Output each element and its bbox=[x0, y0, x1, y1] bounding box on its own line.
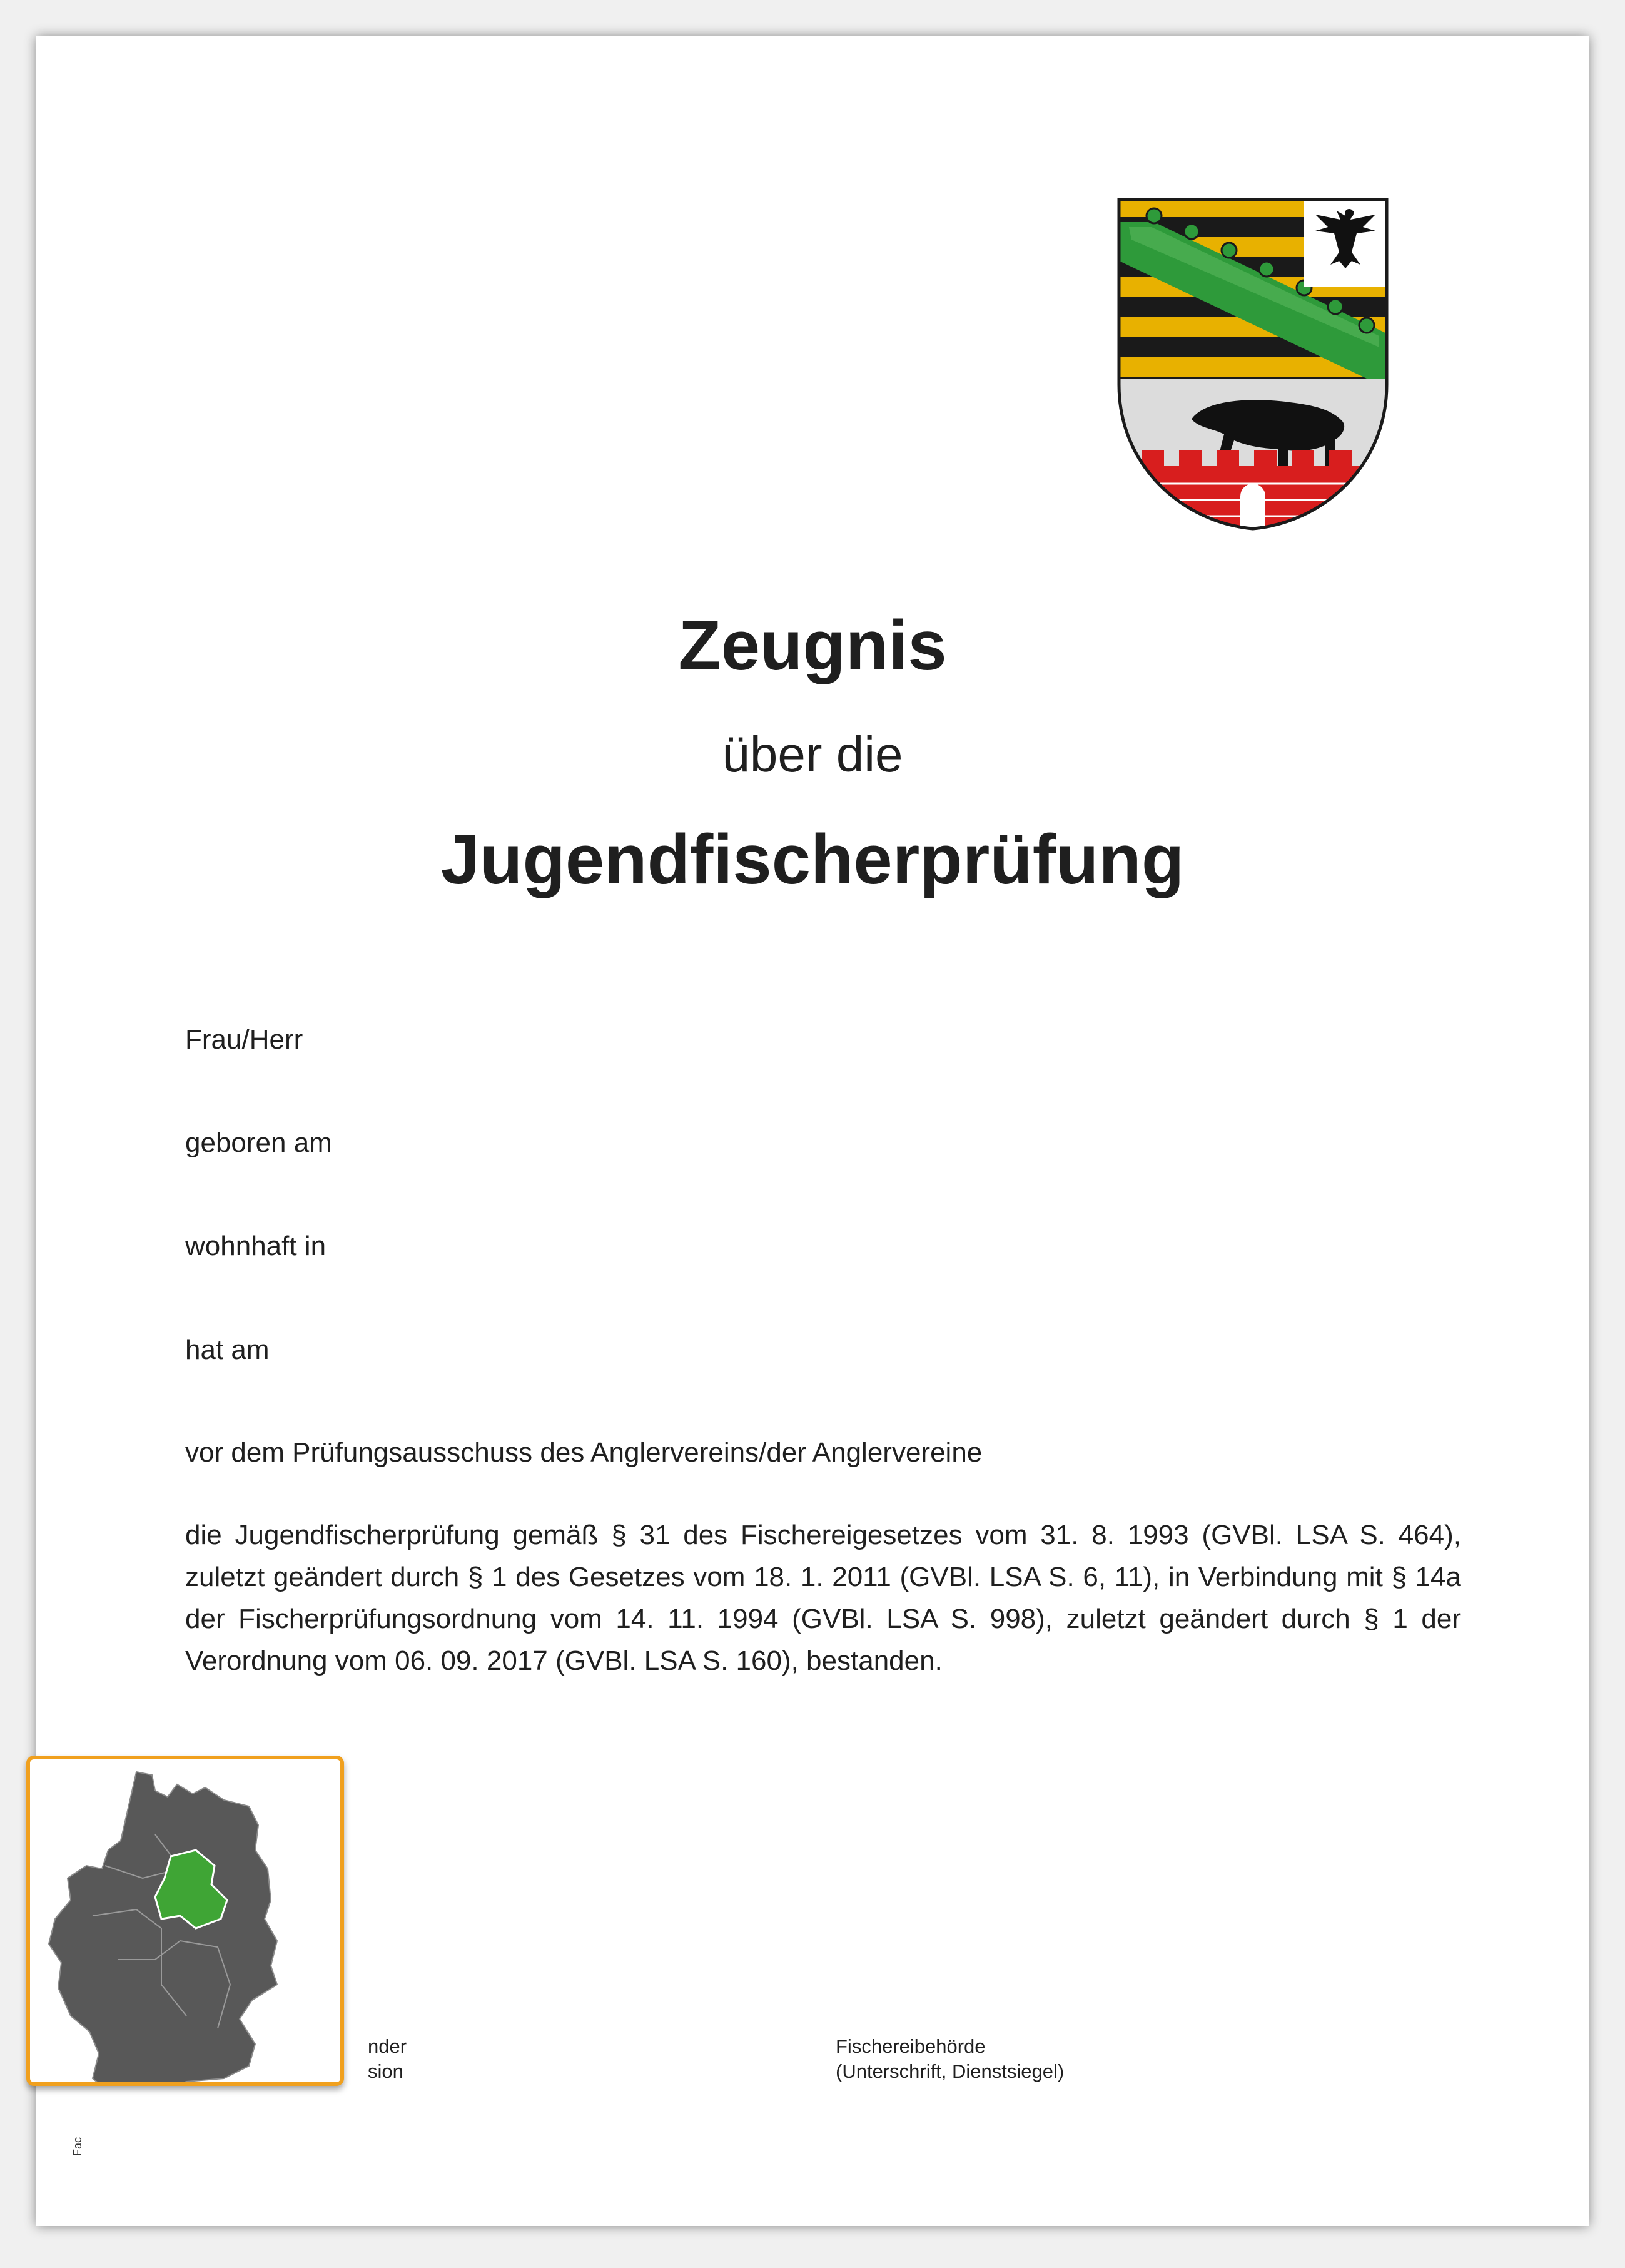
exam-date-label: hat am bbox=[185, 1335, 270, 1365]
germany-map-badge bbox=[26, 1756, 344, 2086]
exam-name: Jugendfischerprüfung bbox=[440, 820, 1185, 898]
residence-label: wohnhaft in bbox=[185, 1231, 327, 1261]
side-note: Fac bbox=[71, 2137, 84, 2156]
signature-left-label bbox=[368, 2034, 407, 2084]
certificate-body-text: die Jugendfischerprüfung gemäß § 31 des Fischereigesetzes vom 31. 8. 1993 (GVBl. LSA S. 464), zuletzt geändert durch § 1 des Gesetzes vom 18. 1. 2011 (GVBl. LSA S. 6, 11), in Verbindung mit § 14a der Fischerprüfungsordnung vom 14. 11. 1994 (GVBl. LSA S. 998), zuletzt geändert durch § 1 der Verordnung vom 06. 09. 2017 (GVBl. LSA S. 160), bestanden. bbox=[185, 1520, 1461, 1676]
signature-left-line2: sion bbox=[368, 2060, 403, 2082]
coat-of-arms-icon bbox=[1116, 197, 1389, 531]
committee-label: vor dem Prüfungsausschuss des Anglervereins/der Anglervereine bbox=[185, 1437, 983, 1468]
birth-date-label: geboren am bbox=[185, 1127, 332, 1158]
signature-right-line1: Fischereibehörde bbox=[836, 2035, 986, 2057]
signature-left-line1: nder bbox=[368, 2035, 407, 2057]
signature-right-line2: (Unterschrift, Dienstsiegel) bbox=[836, 2060, 1065, 2082]
signature-right-label bbox=[836, 2034, 1064, 2084]
name-label: Frau/Herr bbox=[185, 1024, 303, 1055]
document-title: Zeugnis bbox=[678, 606, 947, 684]
germany-map-icon bbox=[30, 1759, 340, 2082]
document-subtitle: über die bbox=[722, 726, 903, 782]
